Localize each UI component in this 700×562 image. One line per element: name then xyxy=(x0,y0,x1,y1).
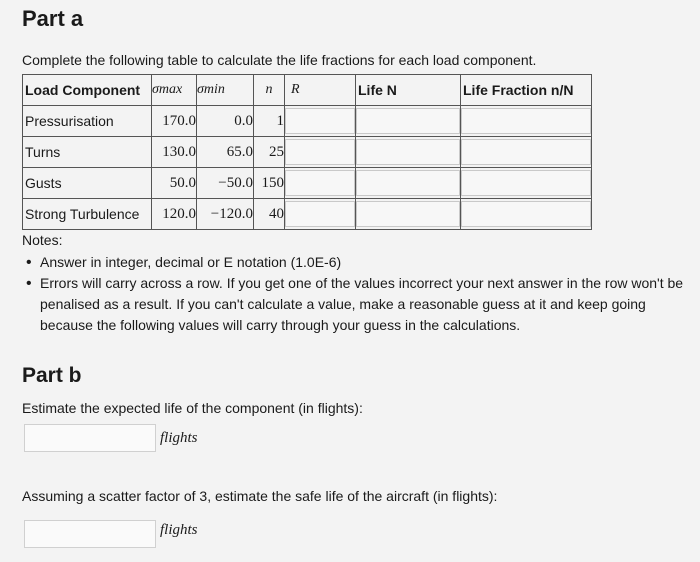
row-sigma-max: 50.0 xyxy=(152,168,197,199)
table-row xyxy=(23,168,592,199)
life-input-cell xyxy=(356,137,461,168)
safe-life-input[interactable] xyxy=(24,520,156,548)
header-life-fraction: Life Fraction n/N xyxy=(461,75,592,106)
r-input[interactable] xyxy=(285,108,355,134)
note-item: • Answer in integer, decimal or E notation (1.0E-6) xyxy=(22,252,698,273)
header-life-n: Life N xyxy=(356,75,461,106)
life-fraction-input[interactable] xyxy=(461,170,591,196)
fraction-input-cell xyxy=(461,106,592,137)
note-item: • Errors will carry across a row. If you get one of the values incorrect your next answer in the row won't be penalised as a result. If you can't calculate a value, make a reasonable guess at it and keep going because the following values will carry through your guess in the calculations. xyxy=(22,273,698,336)
row-name: Strong Turbulence xyxy=(23,199,152,230)
notes-title: Notes: xyxy=(22,232,63,248)
fraction-input-cell xyxy=(461,137,592,168)
table-row xyxy=(23,106,592,137)
r-input[interactable] xyxy=(285,170,355,196)
row-sigma-max: 170.0 xyxy=(152,106,197,137)
life-fraction-input[interactable] xyxy=(461,139,591,165)
row-sigma-min: 0.0 xyxy=(197,106,254,137)
row-name: Turns xyxy=(23,137,152,168)
fraction-input-cell xyxy=(461,199,592,230)
r-input[interactable] xyxy=(285,201,355,227)
table-header-row xyxy=(23,75,592,106)
header-load-component: Load Component xyxy=(23,75,152,106)
row-sigma-min: −120.0 xyxy=(197,199,254,230)
life-n-input[interactable] xyxy=(356,108,460,134)
header-sigma-max xyxy=(152,75,197,106)
row-n: 25 xyxy=(254,137,285,168)
r-input-cell xyxy=(285,106,356,137)
r-input-cell xyxy=(285,199,356,230)
row-sigma-min: −50.0 xyxy=(197,168,254,199)
part-a-title: Part a xyxy=(22,6,84,31)
life-n-input[interactable] xyxy=(356,139,460,165)
header-n: n xyxy=(254,75,285,106)
header-r: R xyxy=(285,75,356,106)
row-n: 40 xyxy=(254,199,285,230)
header-sigma-max-label: σmax xyxy=(152,82,183,97)
life-fraction-input[interactable] xyxy=(461,201,591,227)
r-input-cell xyxy=(285,168,356,199)
safe-life-unit: flights xyxy=(160,522,198,538)
life-input-cell xyxy=(356,168,461,199)
row-name: Pressurisation xyxy=(23,106,152,137)
life-fraction-table xyxy=(22,74,592,230)
row-name: Gusts xyxy=(23,168,152,199)
part-a-instruction: Complete the following table to calculate the life fractions for each load component. xyxy=(22,52,537,68)
expected-life-input[interactable] xyxy=(24,424,156,452)
header-sigma-min xyxy=(197,75,254,106)
life-fraction-input[interactable] xyxy=(461,108,591,134)
expected-life-unit: flights xyxy=(160,430,198,446)
notes-list xyxy=(22,252,698,336)
row-sigma-max: 130.0 xyxy=(152,137,197,168)
life-input-cell xyxy=(356,199,461,230)
row-sigma-min: 65.0 xyxy=(197,137,254,168)
table-row xyxy=(23,137,592,168)
row-n: 1 xyxy=(254,106,285,137)
header-sigma-min-label: σmin xyxy=(197,82,225,97)
fraction-input-cell xyxy=(461,168,592,199)
life-input-cell xyxy=(356,106,461,137)
part-b-title: Part b xyxy=(22,364,82,387)
r-input[interactable] xyxy=(285,139,355,165)
row-sigma-max: 120.0 xyxy=(152,199,197,230)
expected-life-question: Estimate the expected life of the component (in flights): xyxy=(22,400,363,416)
life-n-input[interactable] xyxy=(356,170,460,196)
table-row xyxy=(23,199,592,230)
life-n-input[interactable] xyxy=(356,201,460,227)
r-input-cell xyxy=(285,137,356,168)
safe-life-question: Assuming a scatter factor of 3, estimate the safe life of the aircraft (in flights): xyxy=(22,488,498,504)
row-n: 150 xyxy=(254,168,285,199)
